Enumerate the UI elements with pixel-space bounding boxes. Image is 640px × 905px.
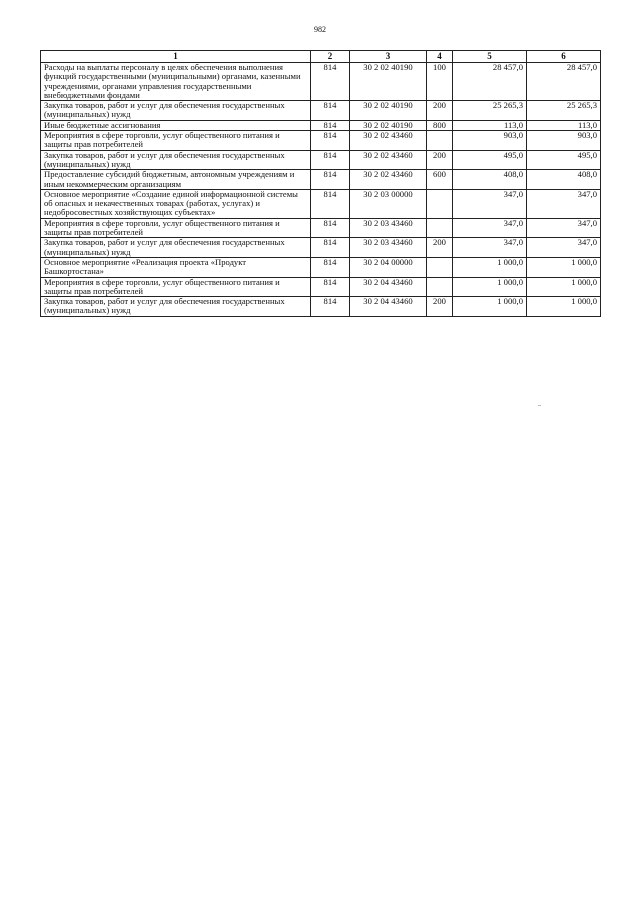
- table-row: [41, 277, 601, 297]
- table-row: [41, 189, 601, 218]
- row-name: Закупка товаров, работ и услуг для обеспечения государственных (муниципальных) нужд: [41, 150, 311, 170]
- header-col-6: 6: [527, 51, 601, 63]
- row-department-code: 814: [311, 150, 350, 170]
- table-row: [41, 297, 601, 317]
- page-number: 982: [314, 25, 326, 34]
- row-name: Мероприятия в сфере торговли, услуг общественного питания и защиты прав потребителей: [41, 277, 311, 297]
- row-amount-1: 903,0: [453, 131, 527, 151]
- row-target-article: 30 2 02 43460: [350, 170, 427, 190]
- row-department-code: 814: [311, 277, 350, 297]
- row-target-article: 30 2 02 40190: [350, 101, 427, 121]
- row-target-article: 30 2 02 43460: [350, 131, 427, 151]
- row-department-code: 814: [311, 63, 350, 101]
- row-department-code: 814: [311, 101, 350, 121]
- table-row: [41, 170, 601, 190]
- row-amount-1: 25 265,3: [453, 101, 527, 121]
- row-expense-type: 200: [427, 101, 453, 121]
- row-target-article: 30 2 04 43460: [350, 297, 427, 317]
- row-expense-type: [427, 131, 453, 151]
- row-name: Мероприятия в сфере торговли, услуг общественного питания и защиты прав потребителей: [41, 218, 311, 238]
- row-expense-type: 200: [427, 297, 453, 317]
- row-name: Закупка товаров, работ и услуг для обеспечения государственных (муниципальных) нужд: [41, 297, 311, 317]
- row-name: Закупка товаров, работ и услуг для обеспечения государственных (муниципальных) нужд: [41, 101, 311, 121]
- row-department-code: 814: [311, 189, 350, 218]
- row-expense-type: 600: [427, 170, 453, 190]
- table-row: [41, 101, 601, 121]
- row-name: Мероприятия в сфере торговли, услуг общественного питания и защиты прав потребителей: [41, 131, 311, 151]
- table-row: [41, 63, 601, 101]
- row-target-article: 30 2 02 43460: [350, 150, 427, 170]
- row-target-article: 30 2 02 40190: [350, 120, 427, 130]
- row-name: Расходы на выплаты персоналу в целях обеспечения выполнения функций государственными (муниципальными) органами, казенными учреждениями, органами управления государственными внебюджетными фондами: [41, 63, 311, 101]
- row-amount-2: 347,0: [527, 189, 601, 218]
- header-col-1: 1: [41, 51, 311, 63]
- row-amount-2: 1 000,0: [527, 257, 601, 277]
- row-expense-type: 200: [427, 238, 453, 258]
- row-amount-2: 25 265,3: [527, 101, 601, 121]
- table-header: [41, 51, 601, 63]
- row-name: Иные бюджетные ассигнования: [41, 120, 311, 130]
- table-row: [41, 257, 601, 277]
- table-row: [41, 218, 601, 238]
- budget-table: [40, 50, 601, 317]
- row-expense-type: [427, 257, 453, 277]
- row-amount-2: 28 457,0: [527, 63, 601, 101]
- row-amount-2: 903,0: [527, 131, 601, 151]
- row-name: Основное мероприятие «Создание единой информационной системы об опасных и некачественных товарах (работах, услугах) и недобросовестных хозяйствующих субъектах»: [41, 189, 311, 218]
- row-expense-type: 800: [427, 120, 453, 130]
- row-department-code: 814: [311, 218, 350, 238]
- row-target-article: 30 2 02 40190: [350, 63, 427, 101]
- row-amount-2: 347,0: [527, 218, 601, 238]
- row-expense-type: 200: [427, 150, 453, 170]
- row-target-article: 30 2 04 00000: [350, 257, 427, 277]
- row-amount-2: 1 000,0: [527, 277, 601, 297]
- row-department-code: 814: [311, 131, 350, 151]
- row-target-article: 30 2 04 43460: [350, 277, 427, 297]
- row-department-code: 814: [311, 120, 350, 130]
- row-department-code: 814: [311, 257, 350, 277]
- row-expense-type: [427, 189, 453, 218]
- table-row: [41, 150, 601, 170]
- scan-artifact: [538, 405, 541, 406]
- header-col-3: 3: [350, 51, 427, 63]
- row-amount-1: 408,0: [453, 170, 527, 190]
- header-col-4: 4: [427, 51, 453, 63]
- row-target-article: 30 2 03 43460: [350, 218, 427, 238]
- row-amount-1: 1 000,0: [453, 297, 527, 317]
- row-amount-2: 113,0: [527, 120, 601, 130]
- table-row: [41, 131, 601, 151]
- row-amount-1: 495,0: [453, 150, 527, 170]
- header-col-5: 5: [453, 51, 527, 63]
- table-row: [41, 120, 601, 130]
- row-amount-2: 408,0: [527, 170, 601, 190]
- row-target-article: 30 2 03 43460: [350, 238, 427, 258]
- row-expense-type: [427, 218, 453, 238]
- header-col-2: 2: [311, 51, 350, 63]
- row-expense-type: 100: [427, 63, 453, 101]
- row-department-code: 814: [311, 170, 350, 190]
- row-amount-1: 347,0: [453, 218, 527, 238]
- row-department-code: 814: [311, 238, 350, 258]
- row-amount-1: 1 000,0: [453, 277, 527, 297]
- row-amount-1: 28 457,0: [453, 63, 527, 101]
- row-amount-1: 113,0: [453, 120, 527, 130]
- header-row: [41, 51, 601, 63]
- table-body: [41, 63, 601, 317]
- row-name: Основное мероприятие «Реализация проекта «Продукт Башкортостана»: [41, 257, 311, 277]
- row-expense-type: [427, 277, 453, 297]
- row-department-code: 814: [311, 297, 350, 317]
- row-amount-1: 347,0: [453, 189, 527, 218]
- row-name: Закупка товаров, работ и услуг для обеспечения государственных (муниципальных) нужд: [41, 238, 311, 258]
- row-amount-2: 1 000,0: [527, 297, 601, 317]
- row-amount-2: 347,0: [527, 238, 601, 258]
- table-row: [41, 238, 601, 258]
- row-amount-1: 1 000,0: [453, 257, 527, 277]
- row-target-article: 30 2 03 00000: [350, 189, 427, 218]
- row-amount-2: 495,0: [527, 150, 601, 170]
- row-amount-1: 347,0: [453, 238, 527, 258]
- row-name: Предоставление субсидий бюджетным, автономным учреждениям и иным некоммерческим организациям: [41, 170, 311, 190]
